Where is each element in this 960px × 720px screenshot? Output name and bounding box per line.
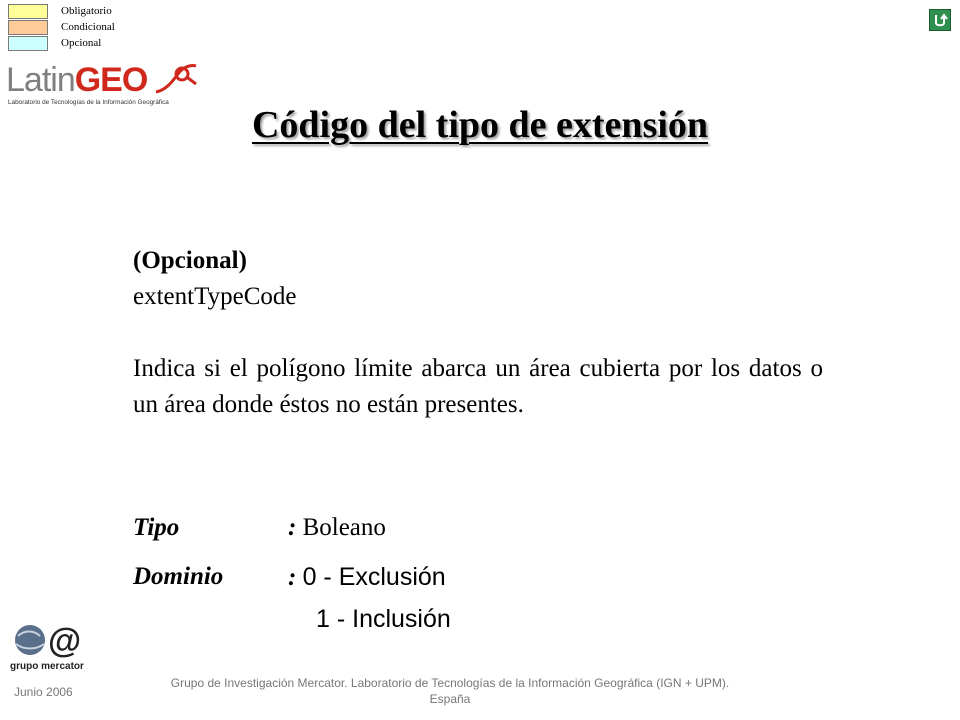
tipo-value: Boleano: [302, 514, 386, 541]
tipo-row: [133, 514, 179, 542]
logo-subtitle: Laboratorio de Tecnologías de la Información Geográfica: [8, 99, 169, 106]
footer-credit: [130, 675, 770, 707]
return-arrow-glyph: [930, 10, 950, 30]
footer-date: Junio 2006: [14, 685, 73, 699]
field-code: extentTypeCode: [133, 283, 297, 310]
dominio-row: [133, 563, 223, 591]
logo-name-part2: GEO: [74, 61, 148, 99]
svg-text:@: @: [48, 622, 82, 660]
dominio-separator: :: [288, 564, 303, 591]
grupo-mercator-logo: [10, 622, 96, 678]
dominio-value-1: 1 - Inclusión: [316, 605, 451, 633]
legend-label-obligatorio: Obligatorio: [61, 5, 112, 17]
footer-credit-line1: Grupo de Investigación Mercator. Laboratorio de Tecnologías de la Información Geográfica (IGN + UPM).: [170, 676, 730, 690]
legend-swatch-opcional: [8, 36, 48, 51]
legend-swatch-condicional: [8, 20, 48, 35]
field-description: [133, 243, 823, 423]
return-u-arrow-icon[interactable]: [929, 9, 951, 31]
obligation-status: (Opcional): [133, 247, 247, 274]
legend-swatch-obligatorio: [8, 4, 48, 19]
tipo-label: Tipo: [133, 514, 180, 541]
tipo-value-row: [288, 514, 386, 542]
page-title: Código del tipo de extensión: [251, 104, 709, 146]
logo-wordmark: [6, 60, 147, 100]
grupo-mercator-wordmark: grupo mercator: [10, 661, 84, 672]
field-definition: Indica si el polígono límite abarca un área cubierta por los datos o un área donde éstos no están presentes.: [133, 355, 823, 418]
logo-name-part1: Latin: [6, 61, 75, 99]
footer-credit-line2: España: [429, 692, 471, 706]
dominio-value-0: 0 - Exclusión: [302, 563, 446, 591]
tipo-separator: :: [288, 514, 303, 541]
dominio-label: Dominio: [133, 563, 224, 590]
legend-label-condicional: Condicional: [61, 21, 115, 33]
legend-label-opcional: Opcional: [61, 37, 102, 49]
logo-swirl-icon: [152, 60, 200, 100]
dominio-value-row: [288, 563, 446, 592]
